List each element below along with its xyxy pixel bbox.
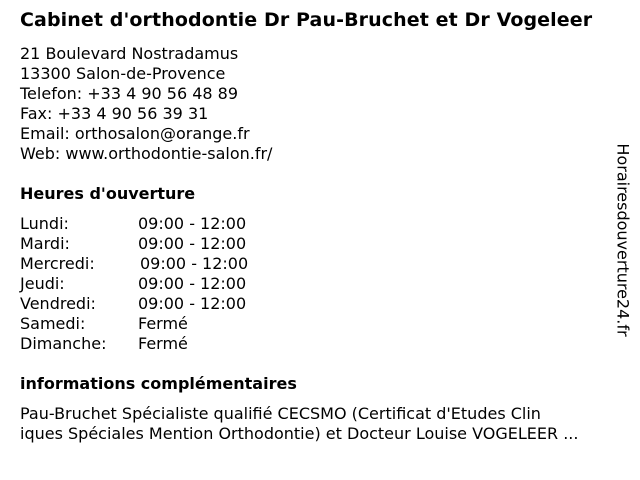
hours-row-friday bbox=[20, 294, 248, 314]
additional-info-text bbox=[20, 404, 632, 444]
day-label: Jeudi: bbox=[20, 274, 65, 293]
day-label: Lundi: bbox=[20, 214, 69, 233]
day-time: Fermé bbox=[138, 334, 188, 353]
info-line: Pau-Bruchet Spécialiste qualifié CECSMO (Certificat d'Etudes Clin bbox=[20, 404, 541, 423]
day-label: Mercredi: bbox=[20, 254, 95, 273]
day-label: Vendredi: bbox=[20, 294, 96, 313]
day-label: Mardi: bbox=[20, 234, 70, 253]
info-line: iques Spéciales Mention Orthodontie) et Docteur Louise VOGELEER ... bbox=[20, 424, 579, 443]
address-city: 13300 Salon-de-Provence bbox=[20, 64, 226, 83]
additional-info-heading: informations complémentaires bbox=[20, 374, 297, 393]
contact-block bbox=[20, 44, 272, 164]
day-time: Fermé bbox=[138, 314, 188, 333]
day-time: 09:00 - 12:00 bbox=[140, 254, 249, 273]
hours-row-tuesday bbox=[20, 234, 248, 254]
site-watermark: Horairesdouverture24.fr bbox=[613, 143, 633, 337]
hours-row-thursday bbox=[20, 274, 248, 294]
hours-row-sunday bbox=[20, 334, 248, 354]
hours-row-saturday bbox=[20, 314, 248, 334]
hours-row-monday bbox=[20, 214, 248, 234]
day-time: 09:00 - 12:00 bbox=[138, 234, 247, 253]
email-address: Email: orthosalon@orange.fr bbox=[20, 124, 250, 143]
day-time: 09:00 - 12:00 bbox=[138, 214, 247, 233]
website-url: Web: www.orthodontie-salon.fr/ bbox=[20, 144, 273, 163]
opening-hours-heading: Heures d'ouverture bbox=[20, 184, 196, 203]
page-title: Cabinet d'orthodontie Dr Pau-Bruchet et Dr Vogeleer bbox=[20, 9, 593, 31]
day-time: 09:00 - 12:00 bbox=[138, 294, 247, 313]
phone-number: Telefon: +33 4 90 56 48 89 bbox=[20, 84, 239, 103]
opening-hours-table bbox=[20, 214, 248, 354]
day-time: 09:00 - 12:00 bbox=[138, 274, 247, 293]
fax-number: Fax: +33 4 90 56 39 31 bbox=[20, 104, 209, 123]
day-label: Dimanche: bbox=[20, 334, 107, 353]
address-street: 21 Boulevard Nostradamus bbox=[20, 44, 239, 63]
day-label: Samedi: bbox=[20, 314, 86, 333]
hours-row-wednesday bbox=[20, 254, 248, 274]
